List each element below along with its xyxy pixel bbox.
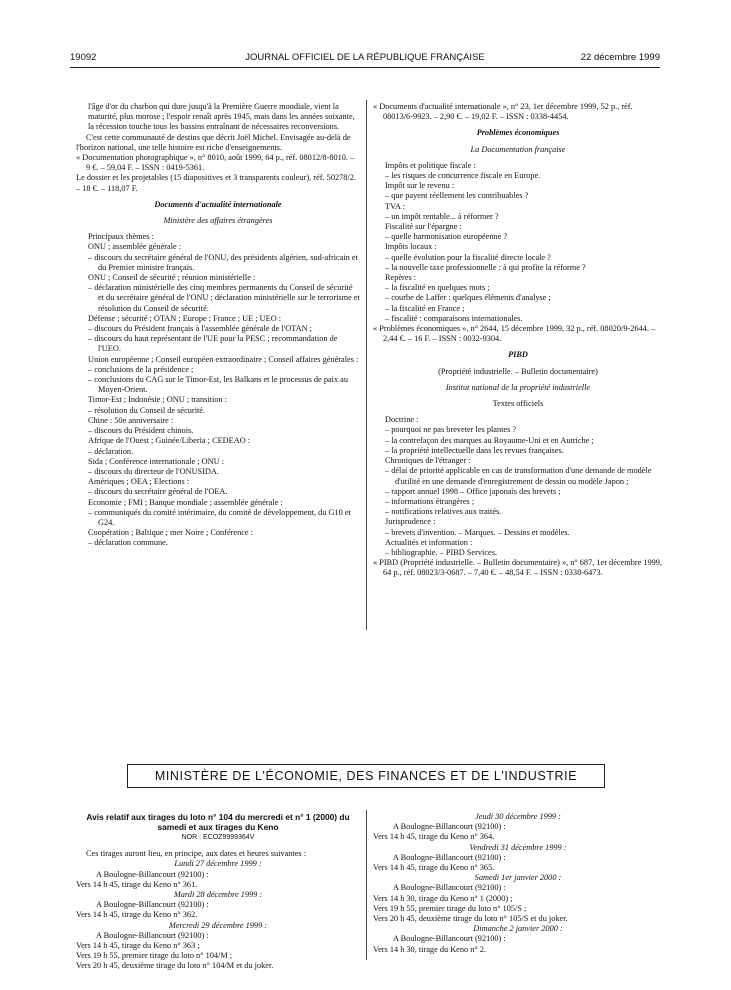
section-title: PIBD (508, 350, 528, 360)
draw-time: Vers 14 h 45, tirage du Keno n° 365. (373, 863, 495, 873)
draw-location: A Boulogne-Billancourt (92100) : (393, 883, 506, 893)
journal-title: JOURNAL OFFICIEL DE LA RÉPUBLIQUE FRANÇAISE (245, 52, 485, 63)
theme-list (76, 242, 360, 548)
item-line: – rapport annuel 1998 – Office japonais des brevets ; (385, 486, 561, 496)
draw-date: Samedi 1er janvier 2000 : (474, 873, 562, 883)
item-heading: Repères : (385, 273, 417, 283)
item-line: – la fiscalité en quelques mots ; (385, 283, 490, 293)
item-heading: Amériques ; OEA ; Elections : (88, 477, 190, 487)
draw-location: A Boulogne-Billancourt (92100) : (96, 900, 209, 910)
header-rule (70, 67, 660, 68)
draw-location: A Boulogne-Billancourt (92100) : (96, 869, 209, 879)
item-line: – déclaration commune. (88, 538, 168, 548)
draw-date: Mardi 28 décembre 1999 : (173, 890, 263, 900)
reference: « Problèmes économiques », n° 2644, 15 décembre 1999, 32 p., réf. 08020/9-2644. – 2,44 €. – 16 F. – ISSN : 0032-9304. (373, 324, 656, 344)
item-line: – discours du Président français à l'assemblée générale de l'OTAN ; (88, 324, 312, 334)
avis-title: Avis relatif aux tirages du loto n° 104 du mercredi et n° 1 (2000) du samedi et aux tirages du Keno (86, 812, 350, 832)
draw-schedule (373, 812, 663, 955)
item-line: – la contrefaçon des marques au Royaume-Uni et en Autriche ; (385, 435, 594, 445)
item-heading: ONU ; Conseil de sécurité ; réunion ministérielle : (88, 273, 256, 283)
draw-location: A Boulogne-Billancourt (92100) : (393, 852, 506, 862)
draw-time: Vers 14 h 45, tirage du Keno n° 361. (76, 879, 198, 889)
item-line: – les risques de concurrence fiscale en Europe. (385, 171, 541, 181)
item-line: – discours du secrétaire général de l'OEA. (88, 487, 228, 497)
item-line: – notifications relatives aux traités. (385, 507, 502, 517)
intro-paragraph: C'est cette communauté de destins que décrit Joël Michel. Envisagée au-delà de l'horizon national, une telle histoire est riche d'enseignements. (76, 132, 351, 152)
section-subtitle: Institut national de la propriété industrielle (445, 382, 591, 392)
item-line: – la propriété intellectuelle dans les revues françaises. (385, 445, 564, 455)
item-line: – la nouvelle taxe professionnelle : à qui profite la réforme ? (385, 262, 586, 272)
draw-schedule (76, 859, 360, 971)
right-column (373, 102, 663, 579)
item-heading: Actualités et information : (385, 537, 473, 547)
column-divider (366, 810, 367, 960)
item-heading: Coopération ; Baltique ; mer Noire ; Conférence : (88, 528, 253, 538)
section-subtitle: Ministère des affaires étrangères (163, 216, 273, 226)
item-line: – un impôt rentable... à réformer ? (385, 211, 499, 221)
item-line: – informations étrangères ; (385, 496, 475, 506)
draw-date: Vendredi 31 décembre 1999 : (469, 842, 567, 852)
item-line: – discours du secrétaire général de l'ONU, des présidents algérien, sud-africain et du Premier ministre français. (88, 252, 358, 272)
draw-time: Vers 14 h 30, tirage du Keno n° 1 (2000) ; (373, 893, 513, 903)
item-heading: Timor-Est ; Indonésie ; ONU ; transition : (88, 395, 227, 405)
item-heading: Impôts locaux : (385, 242, 437, 252)
item-heading: Chroniques de l'étranger : (385, 456, 471, 466)
item-line: – discours du haut représentant de l'UE pour la PESC ; recommandation de l'UEO. (88, 334, 338, 354)
item-line: – discours du Président chinois. (88, 426, 194, 436)
item-line: – discours du directeur de l'ONUSIDA. (88, 466, 219, 476)
section-subtitle: La Documentation française (470, 144, 566, 154)
section-title: Documents d'actualité internationale (154, 199, 282, 209)
item-line: – conclusions du CAG sur le Timor-Est, les Balkans et le processus de paix au Moyen-Orient. (88, 375, 349, 395)
reference: Le dossier et les projetables (15 diapositives et 3 transparents couleur), réf. 50278/2. – 18 €. – 118,07 F. (76, 173, 356, 193)
item-line: – déclaration. (88, 446, 134, 456)
reference: « Documentation photographique », n° 8010, août 1999, 64 p., réf. 08012/8-8010. – 9 €. – 59,04 F. – ISSN : 0419-5361. (76, 153, 355, 173)
item-heading: Doctrine : (385, 415, 419, 425)
avis-left-column (76, 812, 360, 972)
draw-location: A Boulogne-Billancourt (92100) : (393, 934, 506, 944)
item-heading: Afrique de l'Ouest ; Guinée/Liberia ; CEDEAO : (88, 436, 251, 446)
item-heading: ONU ; assemblée générale : (88, 242, 182, 252)
avis-right-column (373, 812, 663, 955)
draw-time: Vers 14 h 45, tirage du Keno n° 364. (373, 832, 495, 842)
reference: « PIBD (Propriété industrielle. – Bulletin documentaire) », n° 687, 1er décembre 1999, 64 p., réf. 08023/3-0687. – 7,40 €. – 48,54 F. – ISSN : 0338-6473. (373, 558, 663, 578)
left-column (76, 102, 360, 549)
item-heading: Fiscalité sur l'épargne : (385, 222, 462, 232)
draw-time: Vers 14 h 45, tirage du Keno n° 363 ; (76, 941, 200, 951)
item-line: – brevets d'invention. – Marques. – Dessins et modèles. (385, 527, 570, 537)
intro-paragraph: l'âge d'or du charbon qui dure jusqu'à la Première Guerre mondiale, vient la maturité, plus morose ; l'espoir renaît après 1945, mais dans les années soixante, la récession touche tous les bassins entraînant de nécessaires reconversions. (88, 102, 355, 132)
item-line: – courbe de Laffer : quelques éléments d'analyse ; (385, 293, 551, 303)
item-line: – quelle harmonisation européenne ? (385, 232, 508, 242)
item-line: – délai de priorité applicable en cas de transformation d'une demande de modèle d'utilité en une demande d'enregistrement de dessin ou modèle Japon ; (385, 466, 652, 486)
item-line: – bibliographie. – PIBD Services. (385, 547, 497, 557)
section-subtitle: Textes officiels (492, 399, 544, 409)
ministry-banner: MINISTÈRE DE L'ÉCONOMIE, DES FINANCES ET DE L'INDUSTRIE (127, 764, 605, 788)
item-line: – résolution du Conseil de sécurité. (88, 405, 206, 415)
draw-date: Jeudi 30 décembre 1999 : (475, 812, 561, 821)
column-divider (366, 100, 367, 630)
item-heading: Economie ; FMI ; Banque mondiale ; assemblée générale : (88, 497, 283, 507)
section-subtitle: (Propriété industrielle. – Bulletin documentaire) (438, 366, 598, 376)
themes-label: Principaux thèmes : (88, 232, 154, 242)
item-heading: Union européenne ; Conseil européen extraordinaire ; Conseil affaires générales : (88, 354, 359, 364)
item-line: – quelle évolution pour la fiscalité directe locale ? (385, 252, 551, 262)
item-heading: Sida ; Conférence internationale ; ONU : (88, 456, 224, 466)
item-line: – la fiscalité en France ; (385, 303, 465, 313)
draw-location: A Boulogne-Billancourt (92100) : (96, 930, 209, 940)
page-header (70, 52, 660, 66)
draw-date: Lundi 27 décembre 1999 : (174, 859, 262, 869)
draw-date: Dimanche 2 janvier 2000 : (473, 924, 563, 934)
draw-time: Vers 20 h 45, deuxième tirage du loto n° 105/S et du joker. (373, 914, 568, 924)
item-line: – conclusions de la présidence ; (88, 364, 194, 374)
item-heading: TVA : (385, 201, 405, 211)
draw-time: Vers 19 h 55, premier tirage du loto n° 105/S ; (373, 903, 527, 913)
item-line: – fiscalité : comparaisons internationales. (385, 313, 523, 323)
page-number: 19092 (70, 52, 97, 63)
item-heading: Défense ; sécurité ; OTAN ; Europe ; France ; UE ; UEO : (88, 313, 282, 323)
item-line: – communiqués du comité intérimaire, du comité de développement, du G10 et G24. (88, 507, 351, 527)
item-heading: Chine : 50e anniversaire : (88, 415, 174, 425)
item-heading: Impôts et politique fiscale : (385, 160, 476, 170)
draw-date: Mercredi 29 décembre 1999 : (168, 920, 268, 930)
draw-time: Vers 14 h 45, tirage du Keno n° 362. (76, 910, 198, 920)
draw-time: Vers 20 h 45, deuxième tirage du loto n° 104/M et du joker. (76, 961, 274, 971)
draw-time: Vers 19 h 55, premier tirage du loto n° 104/M ; (76, 951, 233, 961)
section-title: Problèmes économiques (476, 128, 560, 138)
item-heading: Jurisprudence : (385, 517, 436, 527)
item-line: – pourquoi ne pas breveter les plantes ? (385, 425, 517, 435)
topic-list (373, 161, 663, 324)
issue-date: 22 décembre 1999 (580, 52, 660, 63)
item-line: – déclaration ministérielle des cinq membres permanents du Conseil de sécurité et du secrétaire général de l'ONU ; déclaration ministérielle sur le terrorisme et résolution du Conseil de sécurité. (88, 283, 360, 313)
item-heading: Impôt sur le revenu : (385, 181, 455, 191)
pibd-list (373, 415, 663, 558)
item-line: – que payent réellement les contribuables ? (385, 191, 529, 201)
draw-location: A Boulogne-Billancourt (92100) : (393, 822, 506, 832)
avis-intro: Ces tirages auront lieu, en principe, aux dates et heures suivantes : (86, 849, 307, 859)
draw-time: Vers 14 h 30, tirage du Keno n° 2. (373, 944, 487, 954)
nor-reference: NOR : ECOZ9999364V (181, 834, 255, 841)
reference: « Documents d'actualité internationale », n° 23, 1er décembre 1999, 52 p., réf. 08013/6-9923. – 2,90 €. – 19,02 F. – ISSN : 0338-4454. (373, 102, 633, 122)
